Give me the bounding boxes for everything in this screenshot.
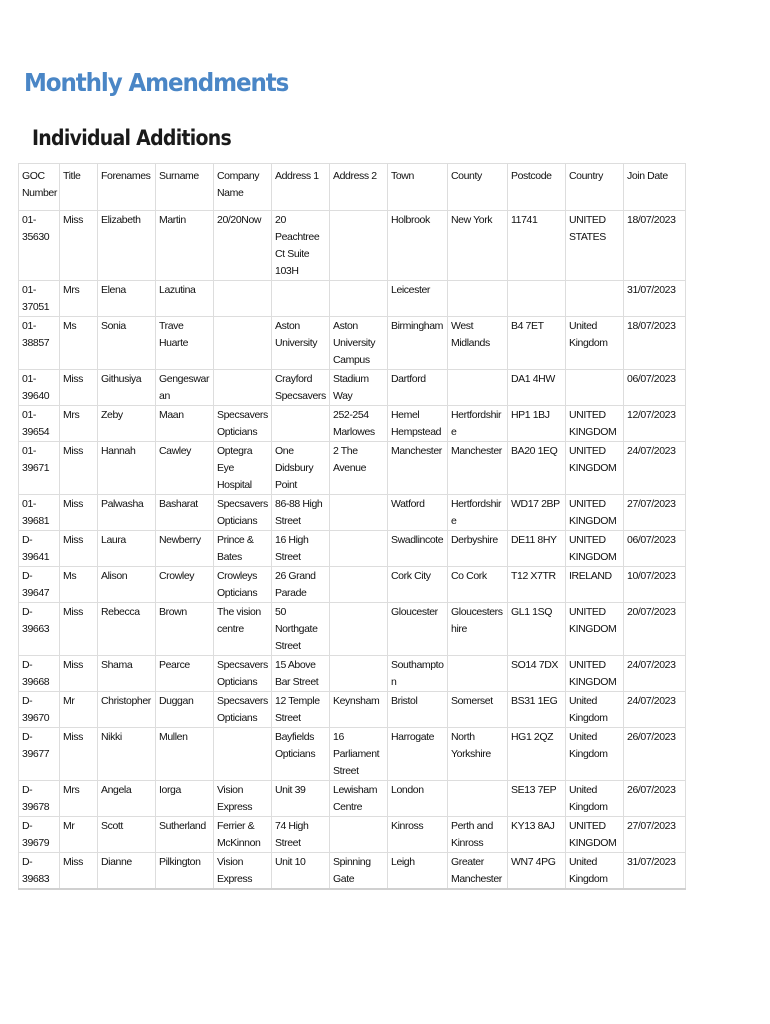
postcode-cell: T12 X7TR [508,567,566,603]
goc-number-cell: D-39663 [19,603,60,656]
surname-cell: Iorga [156,781,214,817]
company-name-cell: Vision Express [214,853,272,890]
join-date-cell: 27/07/2023 [624,817,686,853]
postcode-cell: SE13 7EP [508,781,566,817]
address-1-cell: Aston University [272,317,330,370]
company-name-cell [214,281,272,317]
town-cell: Dartford [388,370,448,406]
address-1-cell: 16 High Street [272,531,330,567]
forenames-cell: Elena [98,281,156,317]
join-date-cell: 06/07/2023 [624,531,686,567]
surname-cell: Martin [156,211,214,281]
forenames-cell: Rebecca [98,603,156,656]
surname-cell: Cawley [156,442,214,495]
address-1-cell: 26 Grand Parade [272,567,330,603]
address-1-cell: 74 High Street [272,817,330,853]
table-row [19,817,686,853]
country-cell: United Kingdom [566,853,624,890]
header-county: County [448,164,508,211]
county-cell: Manchester [448,442,508,495]
surname-cell: Trave Huarte [156,317,214,370]
title-cell: Miss [60,531,98,567]
forenames-cell: Zeby [98,406,156,442]
company-name-cell: Prince & Bates [214,531,272,567]
town-cell: Hemel Hempstead [388,406,448,442]
address-2-cell: 16 Parliament Street [330,728,388,781]
surname-cell: Maan [156,406,214,442]
surname-cell: Sutherland [156,817,214,853]
address-2-cell: 252-254 Marlowes [330,406,388,442]
address-1-cell: One Didsbury Point [272,442,330,495]
table-row [19,692,686,728]
postcode-cell: BA20 1EQ [508,442,566,495]
county-cell: North Yorkshire [448,728,508,781]
address-1-cell: 20 Peachtree Ct Suite 103H [272,211,330,281]
country-cell: UNITED STATES [566,211,624,281]
join-date-cell: 26/07/2023 [624,728,686,781]
goc-number-cell: D-39641 [19,531,60,567]
header-forenames: Forenames [98,164,156,211]
surname-cell: Pilkington [156,853,214,890]
table-row [19,603,686,656]
company-name-cell: 20/20Now [214,211,272,281]
page-title: Monthly Amendments [24,68,289,97]
title-cell: Mr [60,817,98,853]
join-date-cell: 31/07/2023 [624,853,686,890]
address-2-cell [330,211,388,281]
company-name-cell: Ferrier & McKinnon [214,817,272,853]
address-1-cell: Bayfields Opticians [272,728,330,781]
address-1-cell: 86-88 High Street [272,495,330,531]
join-date-cell: 18/07/2023 [624,211,686,281]
goc-number-cell: 01-39671 [19,442,60,495]
county-cell [448,656,508,692]
postcode-cell [508,281,566,317]
address-2-cell: Aston University Campus [330,317,388,370]
address-1-cell: 15 Above Bar Street [272,656,330,692]
join-date-cell: 10/07/2023 [624,567,686,603]
address-2-cell: Lewisham Centre [330,781,388,817]
address-1-cell: 50 Northgate Street [272,603,330,656]
title-cell: Miss [60,728,98,781]
address-2-cell [330,656,388,692]
table-row [19,211,686,281]
country-cell: UNITED KINGDOM [566,656,624,692]
town-cell: London [388,781,448,817]
company-name-cell: The vision centre [214,603,272,656]
table-row [19,495,686,531]
title-cell: Miss [60,853,98,890]
header-company-name: Company Name [214,164,272,211]
forenames-cell: Palwasha [98,495,156,531]
county-cell: Co Cork [448,567,508,603]
header-town: Town [388,164,448,211]
company-name-cell: Optegra Eye Hospital [214,442,272,495]
table-row [19,853,686,890]
title-cell: Mrs [60,281,98,317]
goc-number-cell: 01-39640 [19,370,60,406]
county-cell: New York [448,211,508,281]
header-goc-number: GOC Number [19,164,60,211]
town-cell: Birmingham [388,317,448,370]
address-1-cell: Crayford Specsavers [272,370,330,406]
title-cell: Miss [60,603,98,656]
additions-table [18,163,686,890]
country-cell: UNITED KINGDOM [566,531,624,567]
company-name-cell: Specsavers Opticians [214,656,272,692]
country-cell: IRELAND [566,567,624,603]
title-cell: Miss [60,495,98,531]
title-cell: Miss [60,442,98,495]
country-cell: United Kingdom [566,317,624,370]
header-join-date: Join Date [624,164,686,211]
table-row [19,728,686,781]
country-cell: United Kingdom [566,692,624,728]
company-name-cell: Specsavers Opticians [214,495,272,531]
table-row [19,781,686,817]
town-cell: Leigh [388,853,448,890]
goc-number-cell: 01-39681 [19,495,60,531]
county-cell [448,781,508,817]
goc-number-cell: D-39683 [19,853,60,890]
company-name-cell: Crowleys Opticians [214,567,272,603]
postcode-cell: WD17 2BP [508,495,566,531]
surname-cell: Duggan [156,692,214,728]
address-2-cell [330,495,388,531]
forenames-cell: Scott [98,817,156,853]
forenames-cell: Angela [98,781,156,817]
forenames-cell: Sonia [98,317,156,370]
header-address-1: Address 1 [272,164,330,211]
postcode-cell: 11741 [508,211,566,281]
join-date-cell: 18/07/2023 [624,317,686,370]
postcode-cell: HG1 2QZ [508,728,566,781]
forenames-cell: Shama [98,656,156,692]
address-1-cell: 12 Temple Street [272,692,330,728]
country-cell: UNITED KINGDOM [566,495,624,531]
country-cell: UNITED KINGDOM [566,603,624,656]
county-cell: Greater Manchester [448,853,508,890]
surname-cell: Lazutina [156,281,214,317]
postcode-cell: B4 7ET [508,317,566,370]
town-cell: Holbrook [388,211,448,281]
address-2-cell: Stadium Way [330,370,388,406]
address-2-cell: Spinning Gate [330,853,388,890]
title-cell: Mr [60,692,98,728]
county-cell [448,370,508,406]
address-2-cell: Keynsham [330,692,388,728]
county-cell: Derbyshire [448,531,508,567]
title-cell: Ms [60,317,98,370]
address-1-cell [272,406,330,442]
forenames-cell: Christopher [98,692,156,728]
postcode-cell: KY13 8AJ [508,817,566,853]
county-cell: Gloucestershire [448,603,508,656]
header-address-2: Address 2 [330,164,388,211]
postcode-cell: SO14 7DX [508,656,566,692]
county-cell: Hertfordshire [448,406,508,442]
postcode-cell: HP1 1BJ [508,406,566,442]
county-cell [448,281,508,317]
table-row [19,442,686,495]
section-subtitle: Individual Additions [32,126,232,150]
goc-number-cell: 01-37051 [19,281,60,317]
goc-number-cell: 01-38857 [19,317,60,370]
address-2-cell [330,603,388,656]
goc-number-cell: D-39677 [19,728,60,781]
town-cell: Gloucester [388,603,448,656]
goc-number-cell: D-39670 [19,692,60,728]
country-cell: UNITED KINGDOM [566,406,624,442]
table-body [19,211,686,890]
surname-cell: Crowley [156,567,214,603]
address-1-cell: Unit 39 [272,781,330,817]
join-date-cell: 24/07/2023 [624,442,686,495]
country-cell: United Kingdom [566,728,624,781]
goc-number-cell: 01-39654 [19,406,60,442]
country-cell [566,281,624,317]
table-row [19,370,686,406]
surname-cell: Brown [156,603,214,656]
goc-number-cell: D-39679 [19,817,60,853]
company-name-cell [214,370,272,406]
town-cell: Manchester [388,442,448,495]
address-1-cell: Unit 10 [272,853,330,890]
join-date-cell: 31/07/2023 [624,281,686,317]
goc-number-cell: D-39678 [19,781,60,817]
surname-cell: Gengeswaran [156,370,214,406]
town-cell: Kinross [388,817,448,853]
country-cell: UNITED KINGDOM [566,442,624,495]
table-row [19,567,686,603]
town-cell: Leicester [388,281,448,317]
join-date-cell: 26/07/2023 [624,781,686,817]
town-cell: Cork City [388,567,448,603]
table-row [19,531,686,567]
company-name-cell [214,317,272,370]
county-cell: Perth and Kinross [448,817,508,853]
join-date-cell: 12/07/2023 [624,406,686,442]
company-name-cell: Specsavers Opticians [214,692,272,728]
join-date-cell: 24/07/2023 [624,656,686,692]
join-date-cell: 24/07/2023 [624,692,686,728]
title-cell: Mrs [60,781,98,817]
header-title: Title [60,164,98,211]
forenames-cell: Alison [98,567,156,603]
table-row [19,317,686,370]
forenames-cell: Dianne [98,853,156,890]
address-2-cell [330,281,388,317]
header-postcode: Postcode [508,164,566,211]
title-cell: Miss [60,370,98,406]
surname-cell: Pearce [156,656,214,692]
table-row [19,281,686,317]
town-cell: Bristol [388,692,448,728]
town-cell: Swadlincote [388,531,448,567]
title-cell: Miss [60,211,98,281]
company-name-cell: Specsavers Opticians [214,406,272,442]
goc-number-cell: D-39647 [19,567,60,603]
surname-cell: Basharat [156,495,214,531]
forenames-cell: Githusiya [98,370,156,406]
table-row [19,406,686,442]
country-cell [566,370,624,406]
address-2-cell [330,817,388,853]
address-2-cell [330,567,388,603]
join-date-cell: 06/07/2023 [624,370,686,406]
table-header-row [19,164,686,211]
join-date-cell: 27/07/2023 [624,495,686,531]
forenames-cell: Nikki [98,728,156,781]
join-date-cell: 20/07/2023 [624,603,686,656]
table-row [19,656,686,692]
postcode-cell: DE11 8HY [508,531,566,567]
goc-number-cell: D-39668 [19,656,60,692]
title-cell: Mrs [60,406,98,442]
surname-cell: Newberry [156,531,214,567]
town-cell: Southampton [388,656,448,692]
postcode-cell: WN7 4PG [508,853,566,890]
title-cell: Miss [60,656,98,692]
forenames-cell: Elizabeth [98,211,156,281]
forenames-cell: Laura [98,531,156,567]
county-cell: West Midlands [448,317,508,370]
country-cell: UNITED KINGDOM [566,817,624,853]
country-cell: United Kingdom [566,781,624,817]
postcode-cell: BS31 1EG [508,692,566,728]
address-1-cell [272,281,330,317]
county-cell: Somerset [448,692,508,728]
goc-number-cell: 01-35630 [19,211,60,281]
postcode-cell: DA1 4HW [508,370,566,406]
town-cell: Watford [388,495,448,531]
title-cell: Ms [60,567,98,603]
company-name-cell [214,728,272,781]
header-country: Country [566,164,624,211]
address-2-cell: 2 The Avenue [330,442,388,495]
county-cell: Hertfordshire [448,495,508,531]
address-2-cell [330,531,388,567]
header-surname: Surname [156,164,214,211]
company-name-cell: Vision Express [214,781,272,817]
town-cell: Harrogate [388,728,448,781]
postcode-cell: GL1 1SQ [508,603,566,656]
surname-cell: Mullen [156,728,214,781]
forenames-cell: Hannah [98,442,156,495]
